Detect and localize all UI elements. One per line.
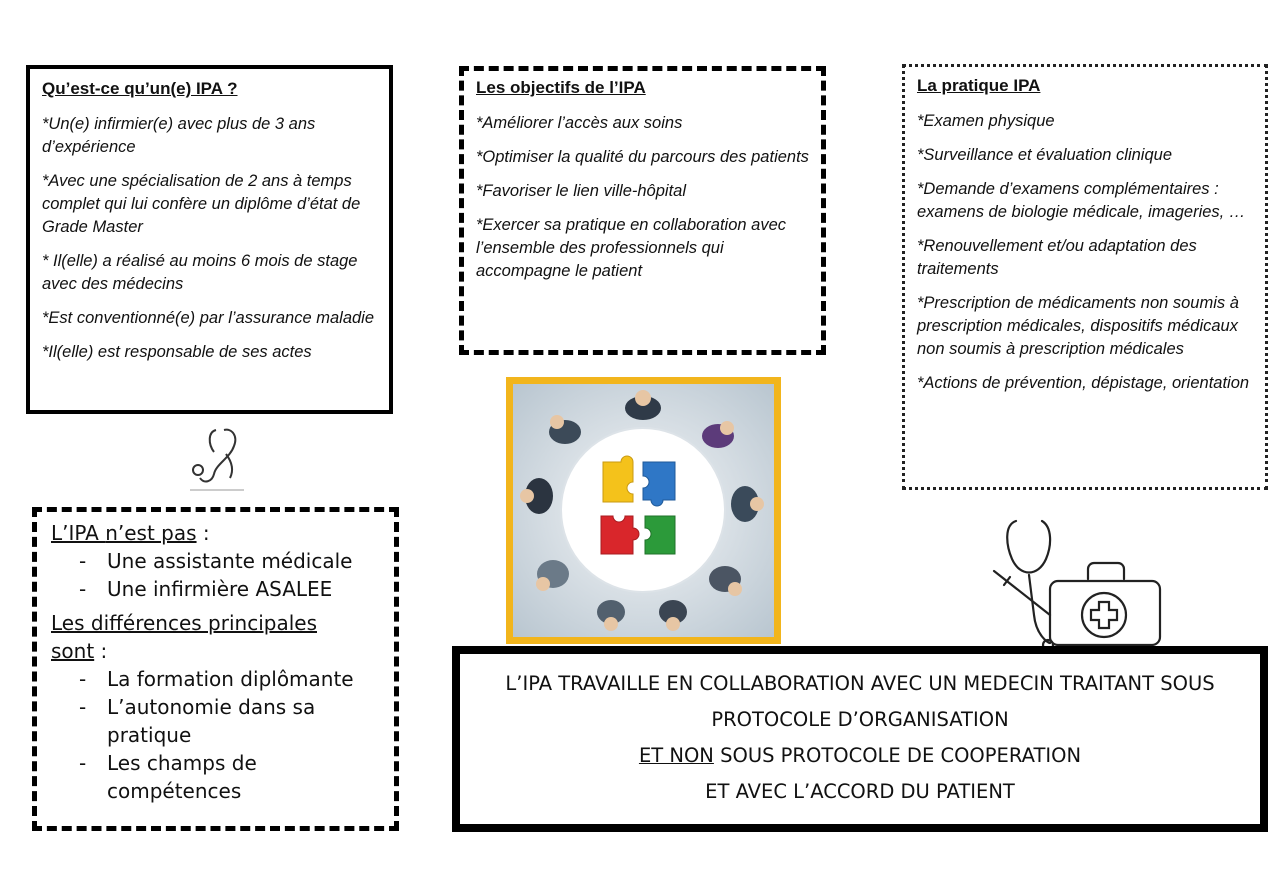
- box-what-is-ipa: [26, 65, 393, 414]
- puzzle-red: [601, 516, 639, 554]
- box-what-item: * Il(elle) a réalisé au moins 6 mois de stage avec des médecins: [42, 252, 358, 293]
- heading-prefix: L’IPA: [51, 521, 106, 545]
- puzzle-yellow: [603, 456, 633, 502]
- diff-list-item: - La formation diplômante: [79, 665, 382, 693]
- box-what-title: Qu’est-ce qu’un(e) IPA ?: [42, 79, 238, 98]
- box-objectives-item: *Exercer sa pratique en collaboration avec l’ensemble des professionnels qui accompagne le patient: [476, 216, 787, 280]
- collab-line-2: PROTOCOLE D’ORGANISATION: [711, 708, 1009, 731]
- box-not-heading: [51, 519, 382, 547]
- box-collaboration: [452, 646, 1268, 832]
- box-practice-item: *Demande d’examens complémentaires : examens de biologie médicale, imageries, …: [917, 180, 1246, 221]
- collab-line-3: [470, 738, 1250, 774]
- heading-suffix: :: [196, 521, 210, 545]
- medical-kit-icon: [990, 515, 1165, 655]
- diff-heading-line2: sont: [51, 639, 95, 663]
- not-list-item: - Une assistante médicale: [79, 547, 382, 575]
- collab-line-4: ET AVEC L’ACCORD DU PATIENT: [705, 780, 1015, 803]
- box-practice-item: *Renouvellement et/ou adaptation des traitements: [917, 237, 1197, 278]
- diff-heading-suffix: :: [94, 639, 108, 663]
- not-list: [51, 547, 382, 603]
- box-practice-item: *Examen physique: [917, 112, 1055, 130]
- box-practice-title: La pratique IPA: [917, 76, 1041, 95]
- box-practice-item: *Surveillance et évaluation clinique: [917, 146, 1172, 164]
- collab-line-3-rest: SOUS PROTOCOLE DE COOPERATION: [713, 744, 1082, 767]
- box-practice-item: *Actions de prévention, dépistage, orientation: [917, 374, 1250, 392]
- box-not-ipa: [32, 507, 399, 831]
- not-list-item: - Une infirmière ASALEE: [79, 575, 382, 603]
- box-objectives: [459, 66, 826, 355]
- box-objectives-title: Les objectifs de l’IPA: [476, 78, 646, 97]
- team-puzzle-photo: [506, 377, 781, 644]
- box-practice-item: *Prescription de médicaments non soumis à prescription médicales, dispositifs médicaux non soumis à prescription médicales: [917, 294, 1239, 358]
- box-practice: [902, 64, 1268, 490]
- box-what-item: *Est conventionné(e) par l’assurance maladie: [42, 309, 375, 327]
- box-what-item: *Il(elle) est responsable de ses actes: [42, 343, 312, 361]
- diff-heading-line1: Les différences principales: [51, 611, 317, 635]
- collab-line-3-underlined: ET NON: [638, 744, 714, 767]
- team-puzzle-illustration: [513, 384, 774, 637]
- diff-heading: [51, 609, 382, 665]
- collab-line-1: L’IPA TRAVAILLE EN COLLABORATION AVEC UN MEDECIN TRAITANT SOUS: [505, 672, 1215, 695]
- box-what-item: *Avec une spécialisation de 2 ans à temps complet qui lui confère un diplôme d’état de Grade Master: [42, 172, 361, 236]
- heading-underlined: n’est pas: [105, 521, 197, 545]
- diff-list-item: - Les champs de compétences: [79, 749, 382, 805]
- box-objectives-item: *Favoriser le lien ville-hôpital: [476, 182, 687, 200]
- diff-list-item: - L’autonomie dans sa pratique: [79, 693, 382, 749]
- stethoscope-icon: [186, 424, 248, 494]
- diff-list: [51, 665, 382, 805]
- box-objectives-item: *Optimiser la qualité du parcours des patients: [476, 148, 809, 166]
- box-objectives-item: *Améliorer l’accès aux soins: [476, 114, 683, 132]
- box-what-item: *Un(e) infirmier(e) avec plus de 3 ans d’expérience: [42, 115, 316, 156]
